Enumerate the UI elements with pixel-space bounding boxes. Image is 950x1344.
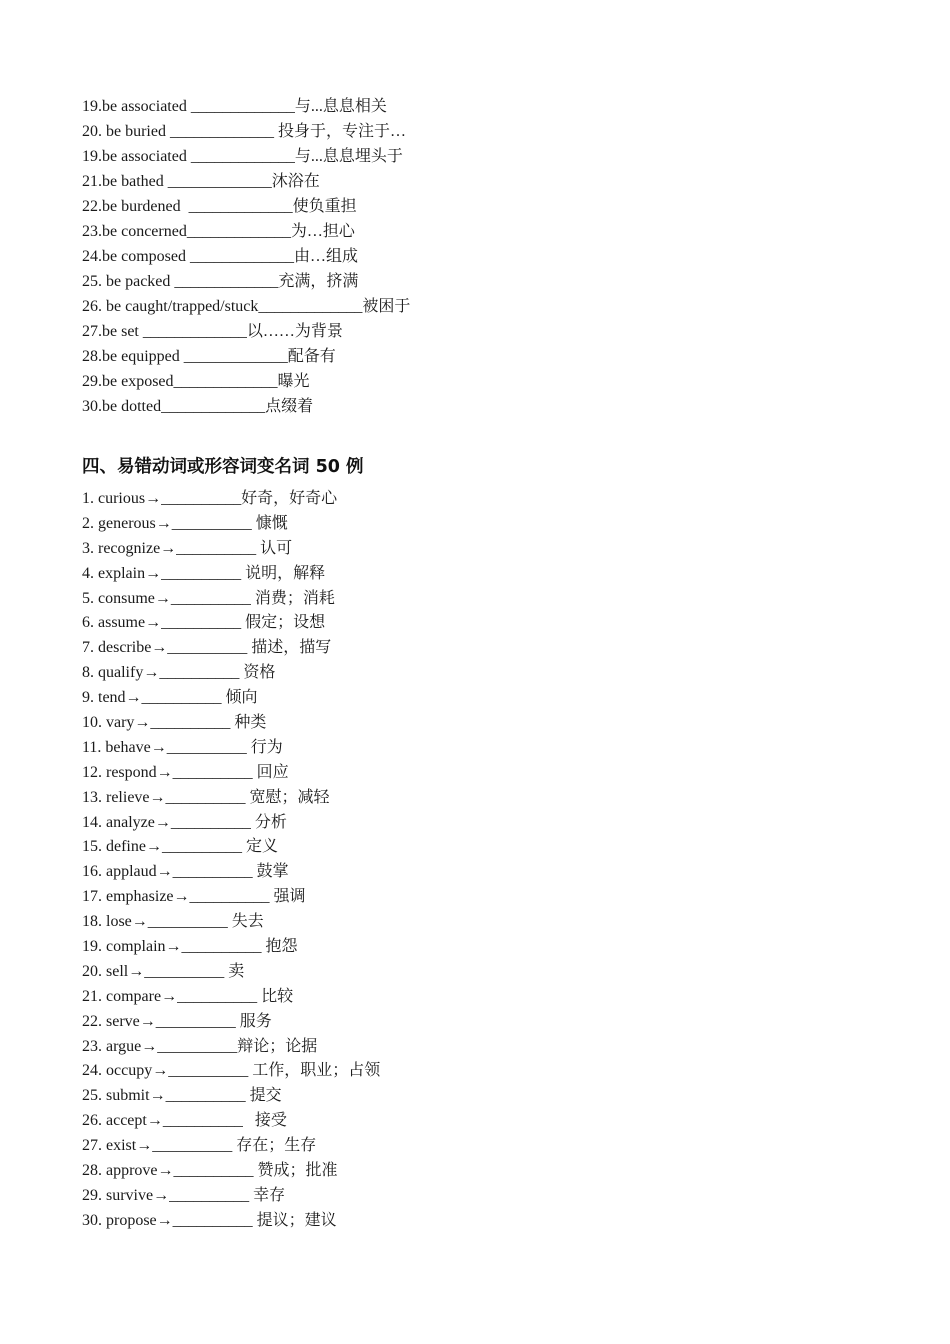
- list-item: 28.be equipped _____________配备有: [82, 348, 336, 365]
- list-item: 26. be caught/trapped/stuck_____________被困于: [82, 298, 411, 315]
- list-item: 28. approve→__________ 赞成；批准: [82, 1162, 338, 1180]
- list-item: 17. emphasize→__________ 强调: [82, 888, 306, 906]
- section4-list: [82, 487, 902, 1234]
- list-item: 30. propose→__________ 提议；建议: [82, 1211, 337, 1229]
- list-item: 30.be dotted_____________点缀着: [82, 398, 314, 415]
- list-item: 21.be bathed _____________沐浴在: [82, 173, 320, 190]
- list-item: 24.be composed _____________由…组成: [82, 248, 358, 265]
- list-item: 20. sell→__________ 卖: [82, 962, 245, 980]
- list-item: 2. generous→__________ 慷慨: [82, 514, 288, 532]
- list-item: 8. qualify→__________ 资格: [82, 664, 276, 682]
- list-item: 19. complain→__________ 抱怨: [82, 938, 298, 956]
- list-item: 1. curious→__________好奇，好奇心: [82, 490, 338, 507]
- list-item: 18. lose→__________ 失去: [82, 913, 264, 931]
- list-item: 29. survive→__________ 幸存: [82, 1186, 286, 1204]
- list-item: 20. be buried _____________ 投身于，专注于…: [82, 123, 406, 140]
- list-item: 7. describe→__________ 描述，描写: [82, 639, 332, 657]
- section4-heading: 四、易错动词或形容词变名词 50 例: [82, 457, 364, 477]
- list-item: 23.be concerned_____________为…担心: [82, 223, 355, 240]
- document-page: [82, 94, 902, 1234]
- list-item: 11. behave→__________ 行为: [82, 738, 283, 756]
- list-item: 29.be exposed_____________曝光: [82, 373, 310, 390]
- list-item: 24. occupy→__________ 工作，职业；占领: [82, 1062, 381, 1080]
- list-item: 13. relieve→__________ 宽慰；减轻: [82, 788, 330, 806]
- list-item: 26. accept→__________ 接受: [82, 1112, 287, 1130]
- section3-list: [82, 94, 902, 419]
- list-item: 4. explain→__________ 说明，解释: [82, 564, 326, 582]
- list-item: 25. submit→__________ 提交: [82, 1087, 282, 1105]
- list-item: 25. be packed _____________充满，挤满: [82, 273, 359, 290]
- list-item: 22. serve→__________ 服务: [82, 1012, 272, 1030]
- list-item: 21. compare→__________ 比较: [82, 987, 294, 1005]
- list-item: 5. consume→__________ 消费；消耗: [82, 589, 335, 607]
- list-item: 14. analyze→__________ 分析: [82, 813, 287, 831]
- list-item: 22.be burdened _____________使负重担: [82, 198, 357, 215]
- list-item: 27.be set _____________以……为背景: [82, 323, 343, 340]
- list-item: 6. assume→__________ 假定；设想: [82, 614, 326, 632]
- list-item: 19.be associated _____________与...息息埋头于: [82, 148, 403, 165]
- list-item: 19.be associated _____________与...息息相关: [82, 98, 387, 115]
- list-item: 16. applaud→__________ 鼓掌: [82, 863, 289, 881]
- list-item: 9. tend→__________ 倾向: [82, 689, 258, 707]
- list-item: 23. argue→__________辩论；论据: [82, 1037, 318, 1055]
- list-item: 10. vary→__________ 种类: [82, 714, 267, 732]
- list-item: 12. respond→__________ 回应: [82, 763, 289, 781]
- list-item: 15. define→__________ 定义: [82, 838, 278, 856]
- list-item: 3. recognize→__________ 认可: [82, 539, 293, 557]
- list-item: 27. exist→__________ 存在；生存: [82, 1137, 317, 1155]
